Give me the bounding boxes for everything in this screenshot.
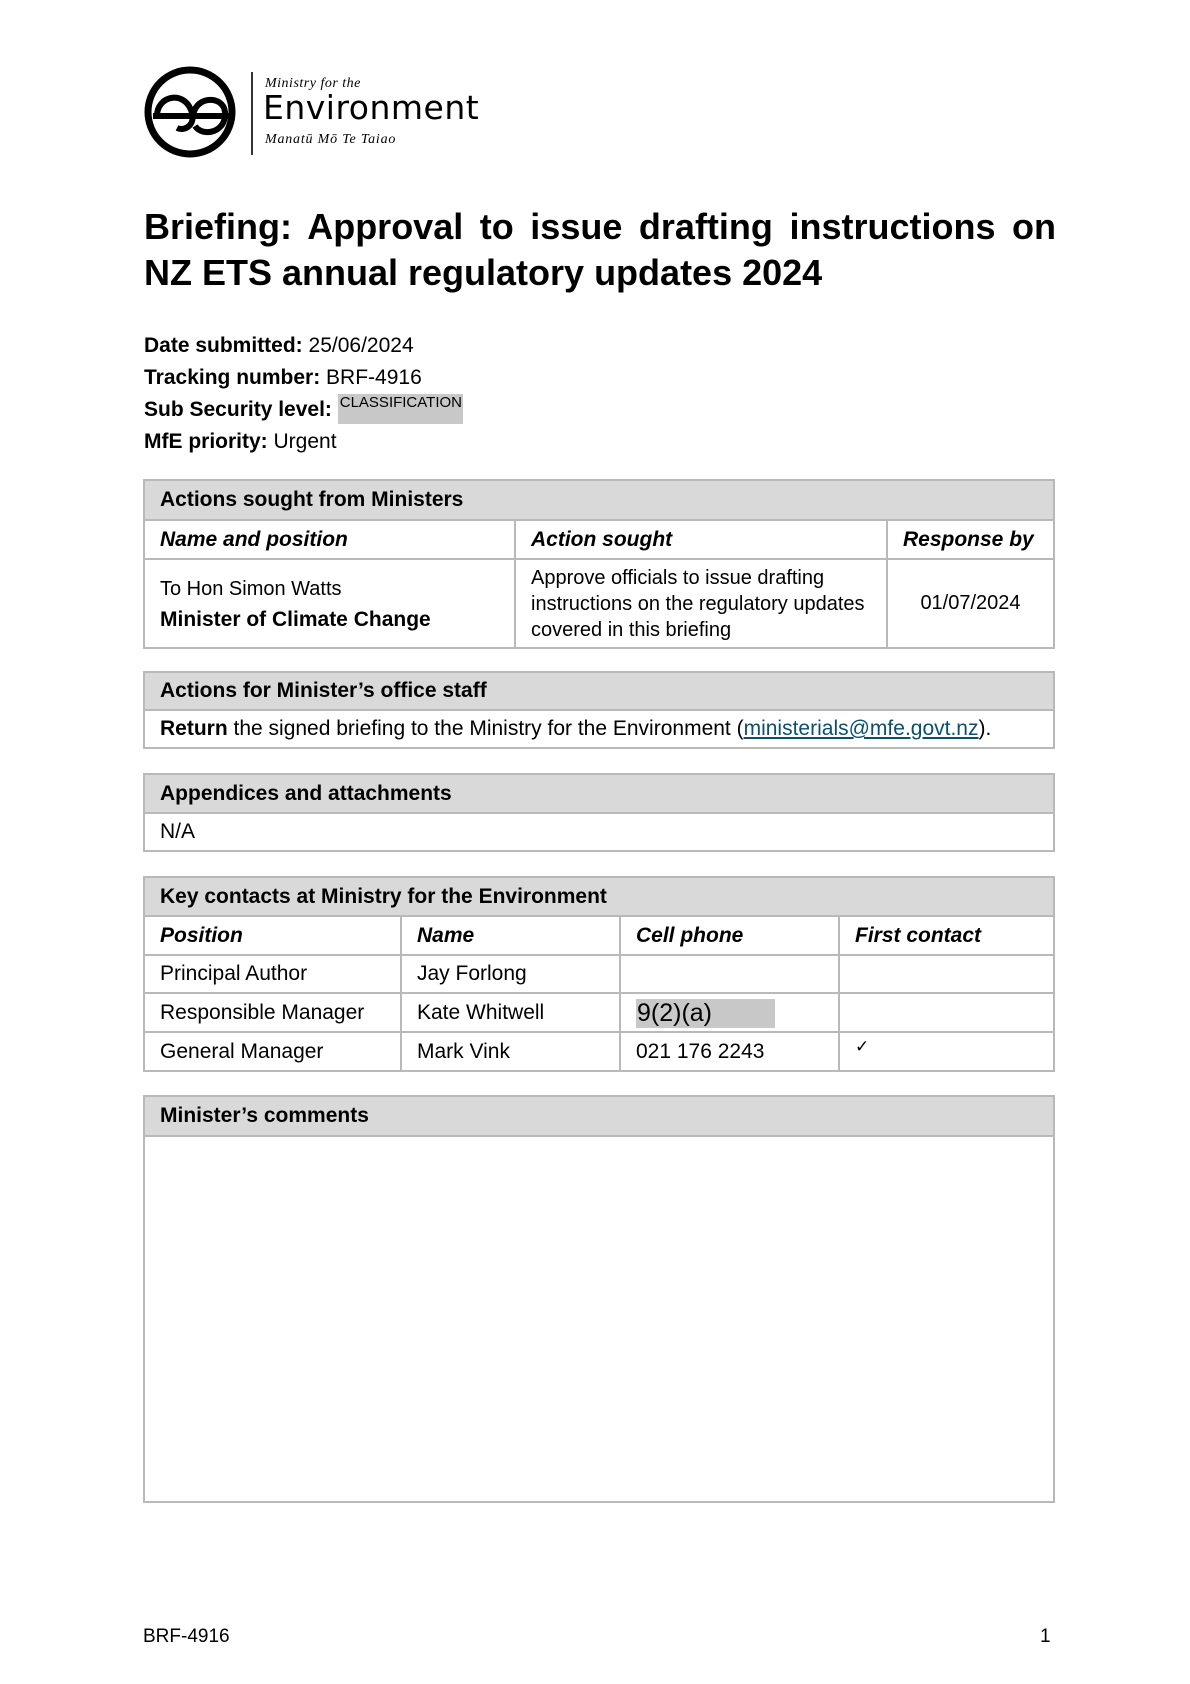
footer-reference: BRF-4916 [143,1626,230,1647]
table-row [145,1032,1053,1070]
col-response-by: Response by [887,521,1053,559]
classification-field[interactable]: CLASSIFICATION [338,394,463,424]
col-first-contact: First contact [839,917,1053,955]
logo-bottom-text: Manatū Mō Te Taiao [265,132,397,147]
contact-first [839,955,1053,993]
minister-comments-area[interactable] [145,1137,1053,1499]
col-cell-phone: Cell phone [620,917,839,955]
table-row [145,993,1053,1032]
action-sought-cell: Approve officials to issue drafting instructions on the regulatory updates covered in this briefing [515,559,887,647]
instruction-close: ). [978,717,992,740]
contact-position: Responsible Manager [145,993,401,1032]
date-value: 25/06/2024 [308,334,414,357]
col-action-sought: Action sought [515,521,887,559]
ministry-emblem-icon [143,66,239,162]
col-name-position: Name and position [145,521,515,559]
actions-sought-table [143,479,1055,649]
minister-comments-header: Minister’s comments [145,1097,1053,1137]
date-submitted-row [144,330,463,362]
priority-label: MfE priority: [144,430,268,453]
security-level-row [144,394,463,426]
response-by-cell: 01/07/2024 [920,592,1021,614]
contact-phone [620,955,839,993]
actions-sought-header: Actions sought from Ministers [145,481,1053,521]
contact-phone: 021 176 2243 [620,1032,839,1070]
document-title: Briefing: Approval to issue drafting instructions on NZ ETS annual regulatory updates 2024 [144,206,1056,293]
col-position: Position [145,917,401,955]
office-staff-table [143,671,1055,749]
minister-position: Minister of Climate Change [160,607,431,631]
appendices-table [143,773,1055,852]
contact-name: Jay Forlong [401,955,620,993]
table-row [145,955,1053,993]
appendices-header: Appendices and attachments [145,775,1053,814]
key-contacts-header: Key contacts at Ministry for the Environment [145,878,1053,917]
minister-comments-box [143,1095,1055,1503]
priority-value: Urgent [273,430,337,453]
minister-cell [145,559,515,647]
office-staff-header: Actions for Minister’s office staff [145,673,1053,711]
contact-position: General Manager [145,1032,401,1070]
priority-row [144,426,463,458]
office-staff-instruction [145,711,1053,747]
date-label: Date submitted: [144,334,303,357]
contact-name: Mark Vink [401,1032,620,1070]
tracking-label: Tracking number: [144,366,321,389]
logo-main-text: Environment [263,88,480,127]
appendices-value: N/A [160,820,196,843]
return-word: Return [160,717,228,740]
col-name: Name [401,917,620,955]
key-contacts-table [143,876,1055,1072]
contact-first [839,993,1053,1032]
minister-name: To Hon Simon Watts [160,577,342,600]
redacted-phone: 9(2)(a) [636,999,775,1028]
contact-name: Kate Whitwell [401,993,620,1032]
instruction-text: the signed briefing to the Ministry for the Environment ( [227,717,744,740]
logo-top-text: Ministry for the [265,76,361,91]
first-contact-checkmark: ✓ [855,1037,870,1057]
page-number: 1 [1040,1626,1051,1647]
logo-divider [251,72,253,155]
tracking-number-row [144,362,463,394]
contact-phone [620,993,839,1032]
briefing-metadata [144,330,463,458]
ministry-logo [143,66,503,159]
ministerials-email-link[interactable]: ministerials@mfe.govt.nz [743,717,979,740]
contact-position: Principal Author [145,955,401,993]
tracking-value: BRF-4916 [326,366,422,389]
security-label: Sub Security level: [144,398,332,421]
